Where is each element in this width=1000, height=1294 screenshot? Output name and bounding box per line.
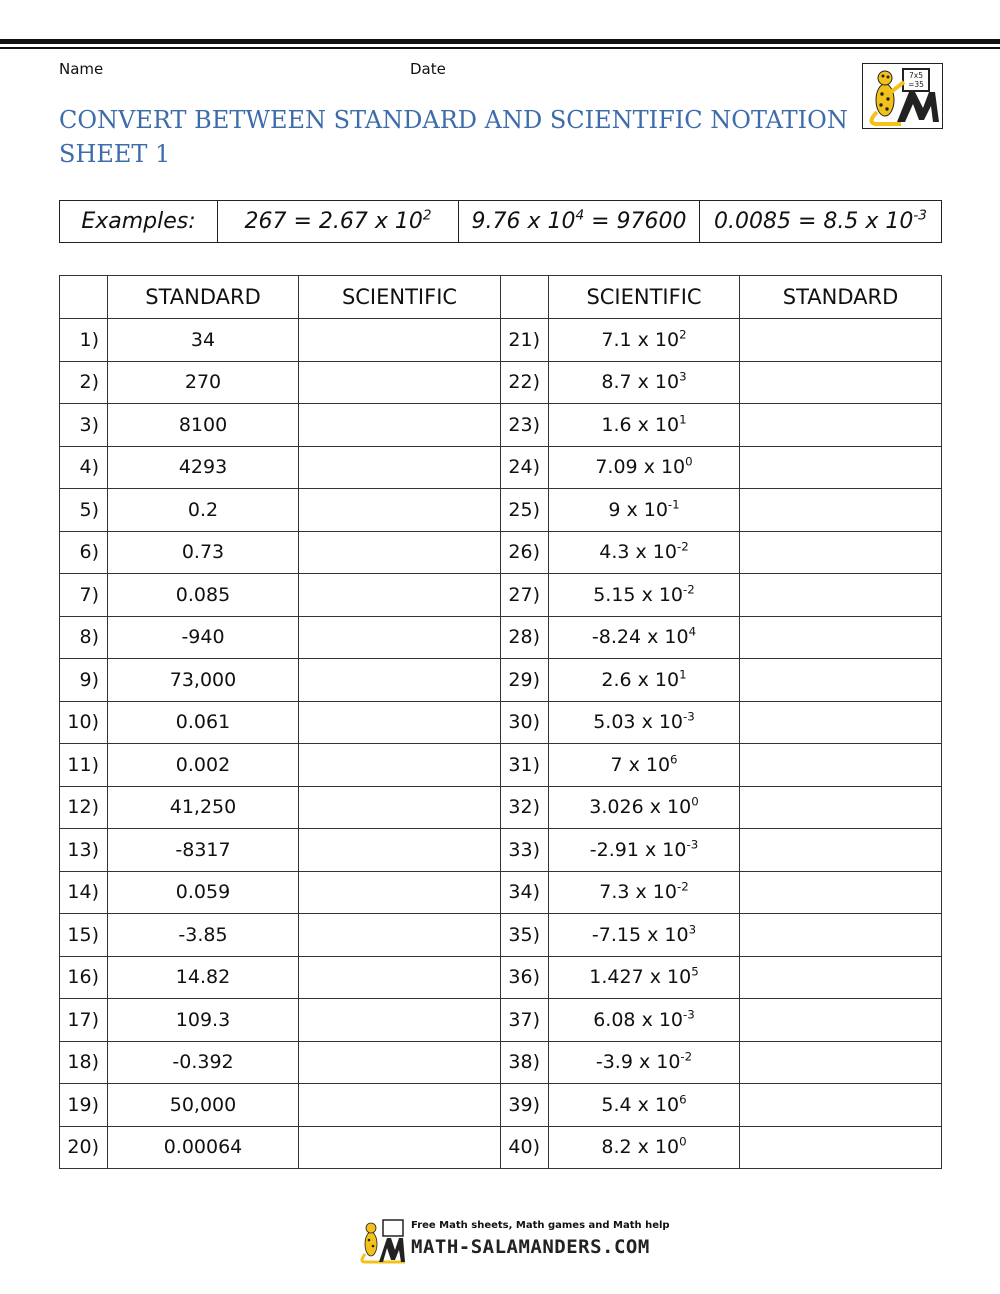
standard-answer-blank[interactable] (740, 404, 942, 447)
problem-number: 7) (60, 574, 108, 617)
standard-value: 0.085 (108, 574, 299, 617)
header-standard-left: STANDARD (108, 276, 299, 319)
standard-answer-blank[interactable] (740, 659, 942, 702)
problem-number: 6) (60, 531, 108, 574)
scientific-value: 8.2 x $10^0$ (549, 1126, 740, 1169)
scientific-answer-blank[interactable] (299, 956, 501, 999)
standard-answer-blank[interactable] (740, 616, 942, 659)
problem-number: 14) (60, 871, 108, 914)
standard-value: -8317 (108, 829, 299, 872)
header-rule-thick (0, 39, 1000, 44)
table-row (60, 489, 942, 532)
problem-number: 32) (501, 786, 549, 829)
problem-number: 3) (60, 404, 108, 447)
table-row (60, 616, 942, 659)
problem-number: 16) (60, 956, 108, 999)
scientific-value: 8.7 x $10^3$ (549, 361, 740, 404)
problem-number: 5) (60, 489, 108, 532)
scientific-answer-blank[interactable] (299, 1084, 501, 1127)
problem-number: 19) (60, 1084, 108, 1127)
problem-number: 27) (501, 574, 549, 617)
problem-number: 28) (501, 616, 549, 659)
problem-number: 39) (501, 1084, 549, 1127)
scientific-answer-blank[interactable] (299, 659, 501, 702)
examples-label: Examples: (60, 201, 218, 243)
standard-value: 0.059 (108, 871, 299, 914)
name-label: Name (59, 60, 104, 78)
scientific-value: 2.6 x $10^1$ (549, 659, 740, 702)
standard-value: -0.392 (108, 1041, 299, 1084)
scientific-value: 4.3 x $10^{-2}$ (549, 531, 740, 574)
salamander-logo (862, 63, 943, 129)
header-rule-thin (0, 47, 1000, 49)
scientific-answer-blank[interactable] (299, 489, 501, 532)
scientific-answer-blank[interactable] (299, 361, 501, 404)
problem-number: 38) (501, 1041, 549, 1084)
table-row (60, 914, 942, 957)
problem-number: 29) (501, 659, 549, 702)
logo-board-line-1: 7x5 (909, 71, 923, 80)
problem-number: 24) (501, 446, 549, 489)
standard-value: 270 (108, 361, 299, 404)
problem-number: 1) (60, 319, 108, 362)
standard-value: 34 (108, 319, 299, 362)
problem-number: 31) (501, 744, 549, 787)
footer-tagline: Free Math sheets, Math games and Math help (411, 1220, 670, 1231)
example-1: 267 = 2.67 x $10^2$ (218, 201, 459, 243)
standard-value: -940 (108, 616, 299, 659)
table-row (60, 1126, 942, 1169)
header-scientific-right: SCIENTIFIC (549, 276, 740, 319)
scientific-value: 7 x $10^6$ (549, 744, 740, 787)
table-row (60, 319, 942, 362)
header-blank-right (501, 276, 549, 319)
standard-value: 109.3 (108, 999, 299, 1042)
problem-number: 10) (60, 701, 108, 744)
title-line-2: SHEET 1 (59, 140, 171, 168)
scientific-value: -8.24 x $10^4$ (549, 616, 740, 659)
header-standard-right: STANDARD (740, 276, 942, 319)
table-row (60, 404, 942, 447)
standard-answer-blank[interactable] (740, 489, 942, 532)
standard-value: 8100 (108, 404, 299, 447)
table-row (60, 361, 942, 404)
scientific-value: 3.026 x $10^0$ (549, 786, 740, 829)
scientific-answer-blank[interactable] (299, 616, 501, 659)
standard-answer-blank[interactable] (740, 1084, 942, 1127)
scientific-value: 5.4 x $10^6$ (549, 1084, 740, 1127)
standard-value: -3.85 (108, 914, 299, 957)
scientific-answer-blank[interactable] (299, 404, 501, 447)
footer-brand-name: MATH-SALAMANDERS.COM (411, 1236, 650, 1258)
standard-answer-blank[interactable] (740, 531, 942, 574)
problem-number: 35) (501, 914, 549, 957)
standard-answer-blank[interactable] (740, 829, 942, 872)
problem-number: 23) (501, 404, 549, 447)
date-label: Date (410, 60, 446, 78)
table-row (60, 574, 942, 617)
scientific-answer-blank[interactable] (299, 531, 501, 574)
standard-value: 0.00064 (108, 1126, 299, 1169)
scientific-value: 7.3 x $10^{-2}$ (549, 871, 740, 914)
standard-answer-blank[interactable] (740, 319, 942, 362)
scientific-value: -7.15 x $10^3$ (549, 914, 740, 957)
table-row (60, 1084, 942, 1127)
problem-number: 26) (501, 531, 549, 574)
scientific-answer-blank[interactable] (299, 786, 501, 829)
salamander-logo-icon (863, 64, 941, 127)
table-row (60, 871, 942, 914)
standard-answer-blank[interactable] (740, 1126, 942, 1169)
scientific-answer-blank[interactable] (299, 446, 501, 489)
standard-value: 4293 (108, 446, 299, 489)
header-scientific-left: SCIENTIFIC (299, 276, 501, 319)
problem-number: 4) (60, 446, 108, 489)
table-row (60, 701, 942, 744)
standard-value: 73,000 (108, 659, 299, 702)
standard-value: 41,250 (108, 786, 299, 829)
table-row (60, 744, 942, 787)
table-row (60, 956, 942, 999)
problem-number: 18) (60, 1041, 108, 1084)
scientific-value: -2.91 x $10^{-3}$ (549, 829, 740, 872)
scientific-value: 7.1 x $10^2$ (549, 319, 740, 362)
scientific-value: 1.427 x $10^5$ (549, 956, 740, 999)
scientific-value: 7.09 x $10^0$ (549, 446, 740, 489)
standard-answer-blank[interactable] (740, 956, 942, 999)
standard-value: 0.002 (108, 744, 299, 787)
standard-answer-blank[interactable] (740, 361, 942, 404)
footer-brand (357, 1218, 670, 1264)
problem-number: 33) (501, 829, 549, 872)
problem-number: 11) (60, 744, 108, 787)
standard-value: 50,000 (108, 1084, 299, 1127)
problem-number: 15) (60, 914, 108, 957)
standard-value: 0.73 (108, 531, 299, 574)
table-row (60, 659, 942, 702)
problem-number: 13) (60, 829, 108, 872)
notation-table (59, 275, 942, 1169)
standard-answer-blank[interactable] (740, 701, 942, 744)
problem-number: 40) (501, 1126, 549, 1169)
footer-salamander-icon (357, 1218, 407, 1264)
scientific-answer-blank[interactable] (299, 1041, 501, 1084)
title-line-1: CONVERT BETWEEN STANDARD AND SCIENTIFIC NOTATION (59, 106, 848, 134)
standard-value: 14.82 (108, 956, 299, 999)
standard-answer-blank[interactable] (740, 786, 942, 829)
standard-answer-blank[interactable] (740, 1041, 942, 1084)
logo-board-line-2: =35 (908, 80, 924, 89)
table-row (60, 786, 942, 829)
scientific-answer-blank[interactable] (299, 871, 501, 914)
scientific-value: 9 x $10^{-1}$ (549, 489, 740, 532)
table-row (60, 531, 942, 574)
problem-number: 2) (60, 361, 108, 404)
standard-value: 0.061 (108, 701, 299, 744)
table-row (60, 999, 942, 1042)
problem-number: 17) (60, 999, 108, 1042)
example-3: 0.0085 = 8.5 x $10^{-3}$ (700, 201, 942, 243)
problem-number: 12) (60, 786, 108, 829)
scientific-value: 5.03 x $10^{-3}$ (549, 701, 740, 744)
scientific-answer-blank[interactable] (299, 319, 501, 362)
scientific-answer-blank[interactable] (299, 701, 501, 744)
standard-answer-blank[interactable] (740, 744, 942, 787)
problem-number: 37) (501, 999, 549, 1042)
scientific-value: 5.15 x $10^{-2}$ (549, 574, 740, 617)
standard-answer-blank[interactable] (740, 871, 942, 914)
example-2: 9.76 x $10^4 = 97600$ (459, 201, 700, 243)
standard-answer-blank[interactable] (740, 446, 942, 489)
standard-value: 0.2 (108, 489, 299, 532)
problem-number: 25) (501, 489, 549, 532)
table-row (60, 1041, 942, 1084)
table-row (60, 446, 942, 489)
table-header-row (60, 276, 942, 319)
scientific-answer-blank[interactable] (299, 999, 501, 1042)
standard-answer-blank[interactable] (740, 914, 942, 957)
problem-number: 21) (501, 319, 549, 362)
problem-number: 22) (501, 361, 549, 404)
problem-number: 36) (501, 956, 549, 999)
scientific-answer-blank[interactable] (299, 1126, 501, 1169)
problem-number: 9) (60, 659, 108, 702)
problem-number: 34) (501, 871, 549, 914)
scientific-answer-blank[interactable] (299, 744, 501, 787)
problem-number: 8) (60, 616, 108, 659)
standard-answer-blank[interactable] (740, 574, 942, 617)
header-blank-left (60, 276, 108, 319)
problem-number: 20) (60, 1126, 108, 1169)
scientific-value: -3.9 x $10^{-2}$ (549, 1041, 740, 1084)
examples-bar (59, 200, 942, 243)
scientific-value: 6.08 x $10^{-3}$ (549, 999, 740, 1042)
scientific-answer-blank[interactable] (299, 574, 501, 617)
table-row (60, 829, 942, 872)
scientific-answer-blank[interactable] (299, 829, 501, 872)
standard-answer-blank[interactable] (740, 999, 942, 1042)
scientific-answer-blank[interactable] (299, 914, 501, 957)
problem-number: 30) (501, 701, 549, 744)
worksheet-title (59, 103, 848, 171)
scientific-value: 1.6 x $10^1$ (549, 404, 740, 447)
